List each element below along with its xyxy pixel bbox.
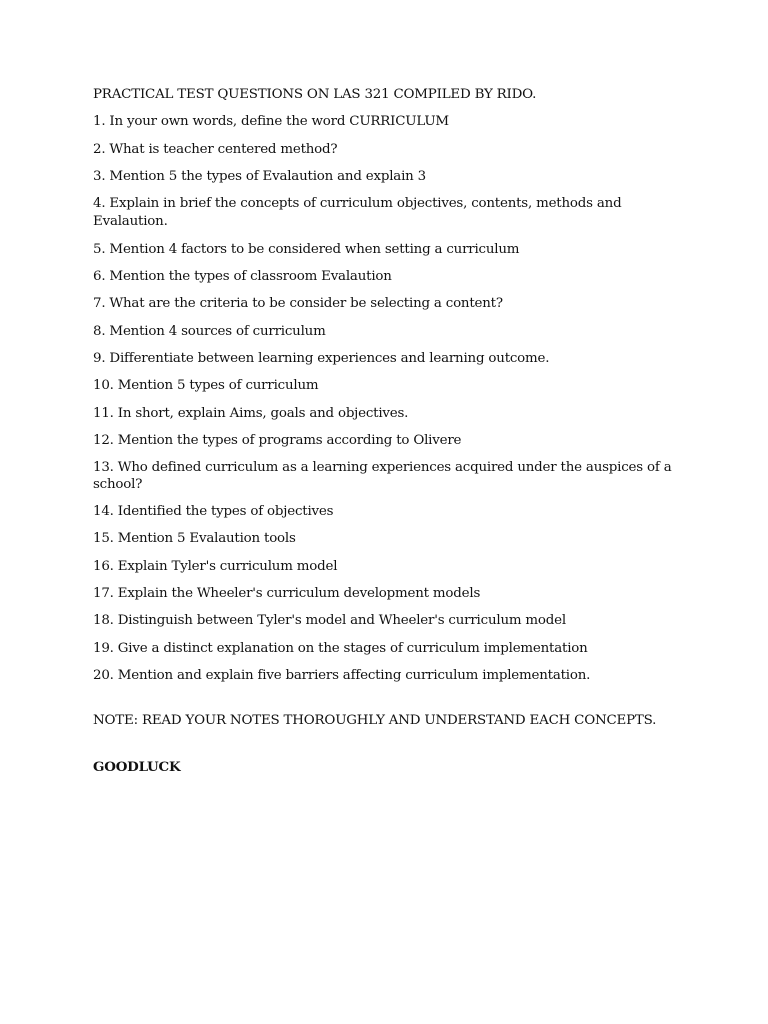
question-item: 8. Mention 4 sources of curriculum [93, 323, 326, 339]
question-item: 5. Mention 4 factors to be considered when setting a curriculum [93, 241, 520, 257]
question-item: 4. Explain in brief the concepts of curriculum objectives, contents, methods and Evalaution. [93, 196, 622, 230]
question-item: 17. Explain the Wheeler's curriculum development models [93, 585, 481, 601]
question-item: 16. Explain Tyler's curriculum model [93, 558, 338, 574]
question-item: 6. Mention the types of classroom Evalaution [93, 268, 392, 284]
question-item: 19. Give a distinct explanation on the stages of curriculum implementation [93, 640, 588, 656]
note-text: NOTE: READ YOUR NOTES THOROUGHLY AND UNDERSTAND EACH CONCEPTS. [93, 712, 657, 728]
question-item: 11. In short, explain Aims, goals and objectives. [93, 405, 409, 421]
closing-text: GOODLUCK [93, 758, 181, 775]
question-item: 14. Identified the types of objectives [93, 503, 334, 519]
question-item: 12. Mention the types of programs according to Olivere [93, 432, 462, 448]
question-item: 20. Mention and explain five barriers affecting curriculum implementation. [93, 667, 591, 683]
question-item: 9. Differentiate between learning experiences and learning outcome. [93, 350, 550, 366]
question-item: 13. Who defined curriculum as a learning experiences acquired under the auspices of a school? [93, 460, 672, 493]
question-item: 7. What are the criteria to be consider be selecting a content? [93, 296, 503, 312]
question-item: 18. Distinguish between Tyler's model and Wheeler's curriculum model [93, 613, 566, 629]
question-item: 15. Mention 5 Evalaution tools [93, 531, 296, 547]
document-title: PRACTICAL TEST QUESTIONS ON LAS 321 COMPILED BY RIDO. [93, 87, 537, 102]
question-item: 3. Mention 5 the types of Evalaution and explain 3 [93, 168, 426, 184]
document-body [93, 86, 693, 785]
question-item: 2. What is teacher centered method? [93, 141, 338, 157]
question-item: 1. In your own words, define the word CURRICULUM [93, 114, 449, 130]
question-item: 10. Mention 5 types of curriculum [93, 378, 319, 394]
